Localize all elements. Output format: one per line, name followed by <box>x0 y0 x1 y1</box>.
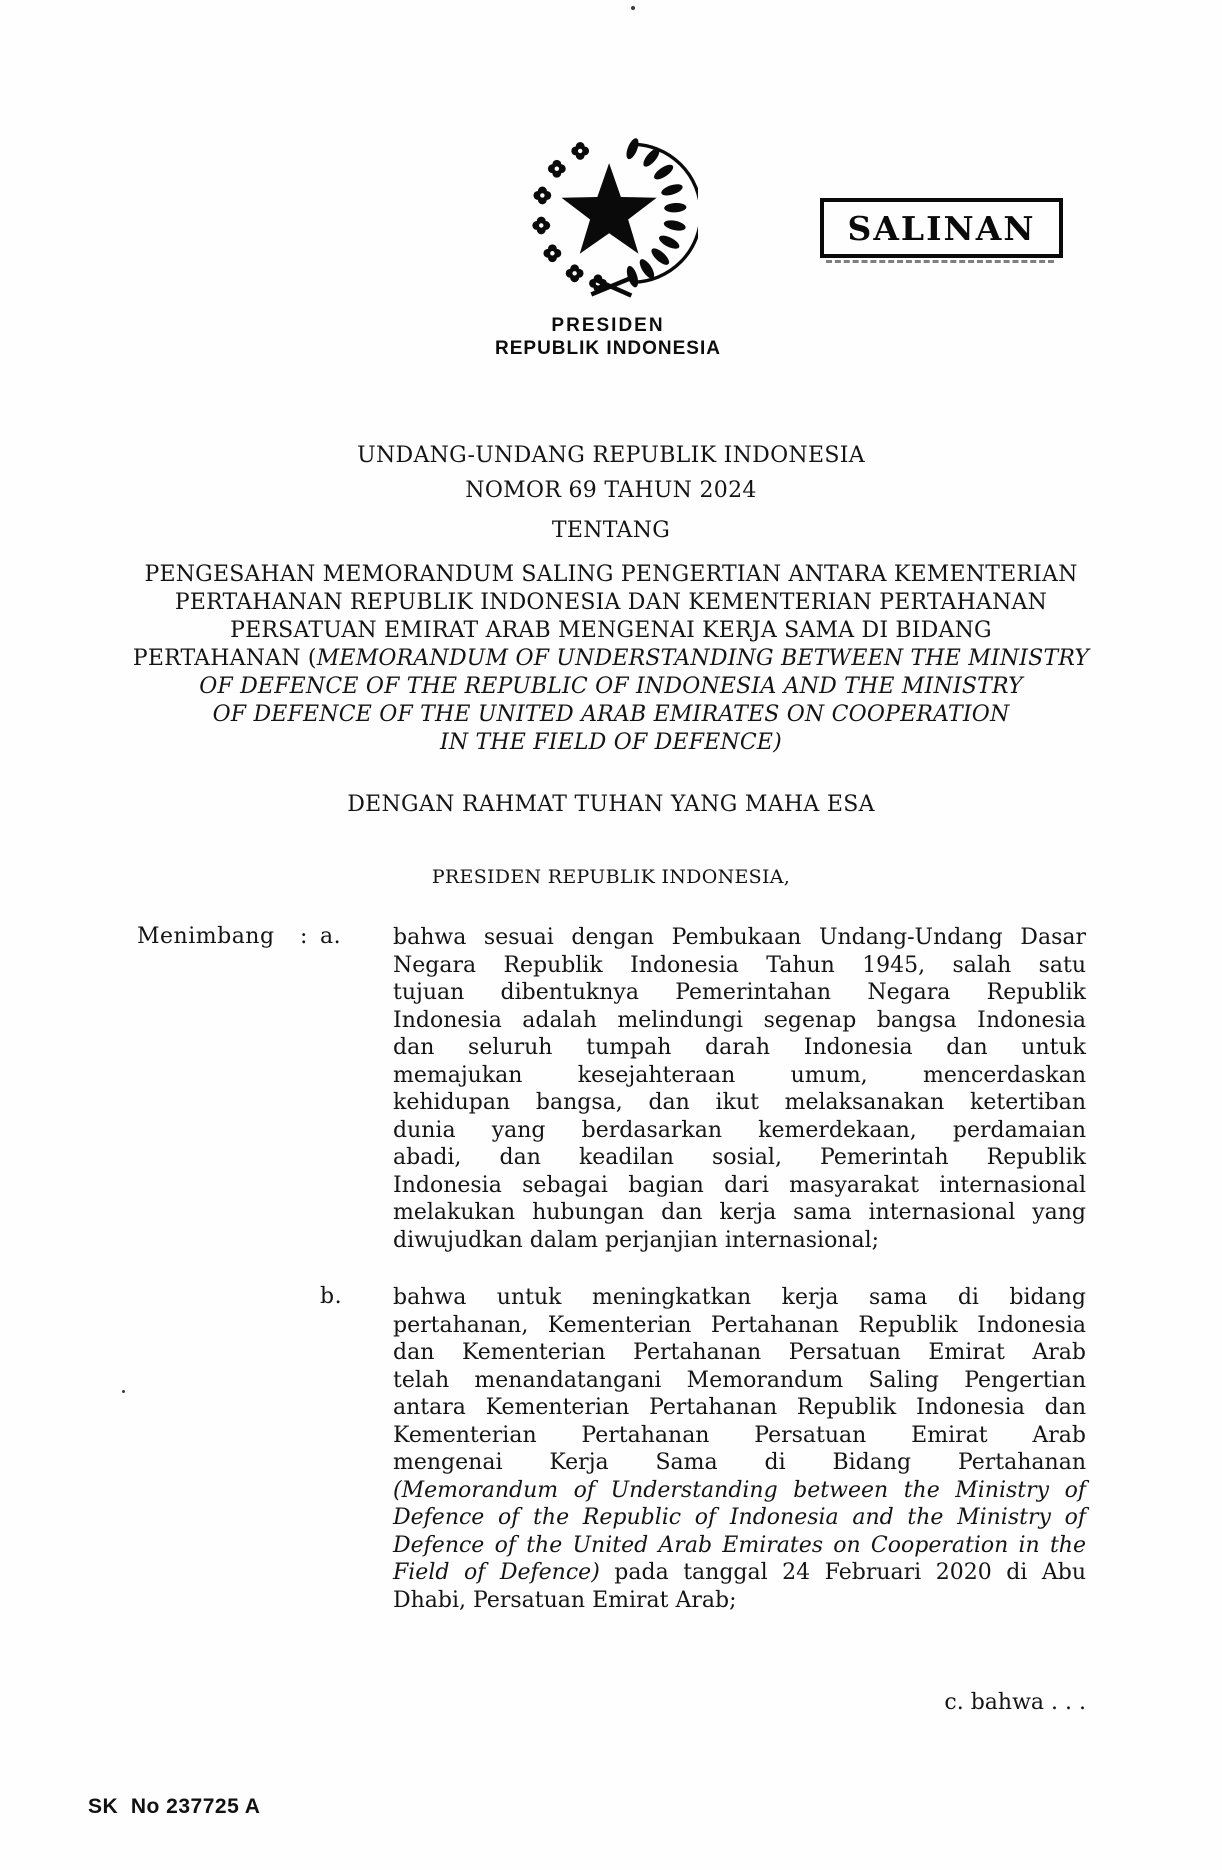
body-line: dan seluruh tumpah darah Indonesia dan untuk <box>393 1035 1086 1060</box>
salinan-stamp-label: SALINAN <box>847 208 1036 248</box>
body-line: antara Kementerian Pertahanan Republik Indonesia dan <box>393 1395 1086 1420</box>
authority-line: PRESIDEN REPUBLIK INDONESIA, <box>431 866 791 888</box>
body-line: tujuan dibentuknya Pemerintahan Negara Republik <box>393 980 1086 1005</box>
body-line: kehidupan bangsa, dan ikut melaksanakan ketertiban <box>393 1090 1086 1115</box>
menimbang-label: Menimbang <box>137 924 275 949</box>
sk-number: SK No 237725 A <box>88 1795 261 1818</box>
invocation-line: DENGAN RAHMAT TUHAN YANG MAHA ESA <box>347 792 875 817</box>
body-line: Negara Republik Indonesia Tahun 1945, salah satu <box>393 952 1086 978</box>
body-line: memajukan kesejahteraan umum, mencerdaskan <box>393 1062 1086 1088</box>
national-star-wreath-emblem <box>518 122 698 300</box>
body-line: Indonesia sebagai bagian dari masyarakat internasional <box>393 1172 1086 1198</box>
subject-line: IN THE FIELD OF DEFENCE) <box>440 730 782 755</box>
star-icon <box>561 163 656 254</box>
body-line: pertahanan, Kementerian Pertahanan Republik Indonesia <box>393 1312 1086 1338</box>
item-b-marker: b. <box>320 1284 343 1309</box>
item-a-paragraph <box>393 924 1086 1254</box>
body-line: mengenai Kerja Sama di Bidang Pertahanan <box>393 1450 1086 1475</box>
scan-artifact-dot-top <box>631 6 635 10</box>
tentang-label: TENTANG <box>551 518 671 543</box>
item-b-paragraph <box>393 1284 1086 1614</box>
body-line: diwujudkan dalam perjanjian internasional; <box>393 1227 880 1253</box>
subject-line: PENGESAHAN MEMORANDUM SALING PENGERTIAN ANTARA KEMENTERIAN <box>144 562 1078 587</box>
body-line: (Memorandum of Understanding between the Ministry of <box>393 1477 1086 1503</box>
body-line: dan Kementerian Pertahanan Persatuan Emirat Arab <box>393 1340 1086 1365</box>
body-line: dunia yang berdasarkan kemerdekaan, perdamaian <box>393 1117 1086 1143</box>
law-subject-block <box>111 561 1111 757</box>
law-number-line: NOMOR 69 TAHUN 2024 <box>465 478 757 503</box>
letterhead-presiden: PRESIDEN <box>551 315 665 336</box>
subject-line: OF DEFENCE OF THE REPUBLIC OF INDONESIA AND THE MINISTRY <box>199 674 1023 699</box>
subject-line: PERTAHANAN REPUBLIK INDONESIA DAN KEMENTERIAN PERTAHANAN <box>174 590 1048 615</box>
scan-artifact-dot-margin <box>122 1390 125 1393</box>
menimbang-colon: : <box>300 924 308 949</box>
body-line: Indonesia adalah melindungi segenap bangsa Indonesia <box>393 1007 1086 1033</box>
letterhead <box>408 314 808 361</box>
body-line: bahwa sesuai dengan Pembukaan Undang-Undang Dasar <box>393 925 1086 950</box>
subject-line: PERSATUAN EMIRAT ARAB MENGENAI KERJA SAMA DI BIDANG <box>230 618 992 643</box>
letterhead-republik-indonesia: REPUBLIK INDONESIA <box>495 338 721 359</box>
body-line: Defence of the Republic of Indonesia and the Ministry of <box>393 1505 1086 1530</box>
salinan-stamp <box>820 198 1063 258</box>
subject-line: OF DEFENCE OF THE UNITED ARAB EMIRATES ON COOPERATION <box>212 702 1010 727</box>
item-a-marker: a. <box>320 924 342 949</box>
body-line: Dhabi, Persatuan Emirat Arab; <box>393 1587 737 1613</box>
subject-line: PERTAHANAN (MEMORANDUM OF UNDERSTANDING BETWEEN THE MINISTRY <box>132 646 1090 671</box>
law-title-line: UNDANG-UNDANG REPUBLIK INDONESIA <box>357 443 865 468</box>
body-line: telah menandatangani Memorandum Saling Pengertian <box>393 1367 1086 1393</box>
body-line: melakukan hubungan dan kerja sama internasional yang <box>393 1200 1086 1225</box>
body-line: bahwa untuk meningkatkan kerja sama di bidang <box>393 1285 1086 1310</box>
body-line: abadi, dan keadilan sosial, Pemerintah Republik <box>393 1145 1086 1170</box>
body-line: Kementerian Pertahanan Persatuan Emirat Arab <box>393 1422 1086 1448</box>
body-line: Defence of the United Arab Emirates on Cooperation in the <box>393 1532 1086 1558</box>
salinan-stamp-underline <box>826 260 1054 263</box>
emblem-graphic <box>518 122 698 300</box>
body-line: Field of Defence) pada tanggal 24 Februari 2020 di Abu <box>393 1560 1086 1585</box>
page-continuation-catchword: c. bahwa . . . <box>944 1690 1086 1715</box>
